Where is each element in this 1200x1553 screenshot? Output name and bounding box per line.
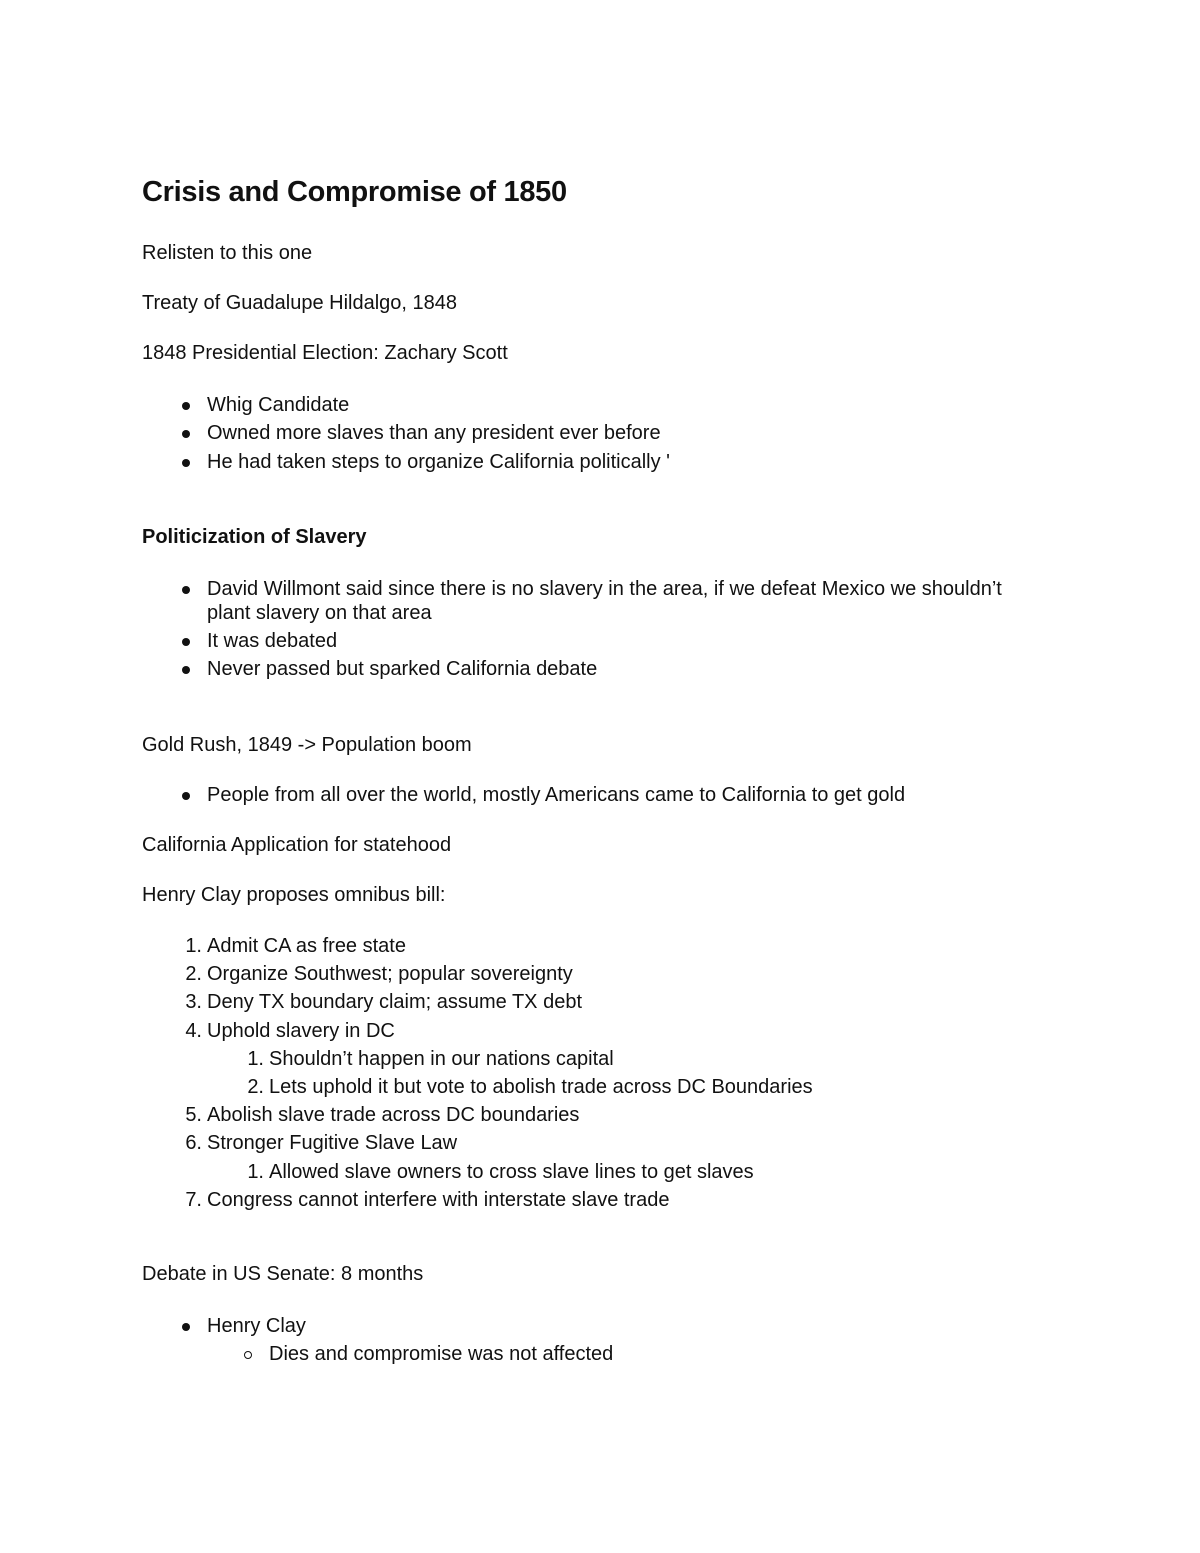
list-item-text: Henry Clay — [207, 1315, 306, 1337]
list-item-text: He had taken steps to organize California politically ' — [207, 451, 670, 473]
bullet-icon — [182, 638, 190, 646]
item-number: 1. — [247, 1161, 264, 1183]
list-item-text: Lets uphold it but vote to abolish trade across DC Boundaries — [269, 1076, 813, 1098]
list-item-text: Never passed but sparked California debate — [207, 658, 598, 680]
item-number: 7. — [185, 1189, 202, 1211]
note-gold-rush: Gold Rush, 1849 -> Population boom — [142, 734, 472, 756]
list-item-text: Stronger Fugitive Slave Law — [207, 1132, 458, 1154]
list-item-text: Deny TX boundary claim; assume TX debt — [207, 991, 582, 1013]
note-senate-debate: Debate in US Senate: 8 months — [142, 1263, 424, 1285]
note-relisten: Relisten to this one — [142, 242, 313, 264]
bullet-icon — [182, 1323, 190, 1331]
note-clay-bill: Henry Clay proposes omnibus bill: — [142, 884, 446, 906]
item-number: 2. — [185, 963, 202, 985]
list-item-text: Allowed slave owners to cross slave lines to get slaves — [269, 1161, 754, 1183]
item-number: 5. — [185, 1104, 202, 1126]
note-california-application: California Application for statehood — [142, 834, 452, 856]
list-item-text: Abolish slave trade across DC boundaries — [207, 1104, 580, 1126]
bullet-icon — [182, 586, 190, 594]
bullet-icon — [182, 459, 190, 467]
list-item-text: David Willmont said since there is no slavery in the area, if we defeat Mexico we shouldn’t plant slavery on that area — [207, 578, 1002, 624]
bullet-icon — [182, 430, 190, 438]
list-item-text: Organize Southwest; popular sovereignty — [207, 963, 573, 985]
list-item-text: People from all over the world, mostly Americans came to California to get gold — [207, 784, 906, 806]
list-item-text: Dies and compromise was not affected — [269, 1343, 614, 1365]
item-number: 4. — [185, 1020, 202, 1042]
list-item-text: Uphold slavery in DC — [207, 1020, 395, 1042]
list-item-text: Congress cannot interfere with interstate slave trade — [207, 1189, 670, 1211]
hollow-bullet-icon — [244, 1351, 252, 1359]
document-title: Crisis and Compromise of 1850 — [142, 176, 567, 208]
item-number: 1. — [185, 935, 202, 957]
bullet-icon — [182, 666, 190, 674]
note-treaty: Treaty of Guadalupe Hildalgo, 1848 — [142, 292, 458, 314]
list-item-text: Admit CA as free state — [207, 935, 406, 957]
list-item-text: Shouldn’t happen in our nations capital — [269, 1048, 614, 1070]
bullet-icon — [182, 792, 190, 800]
item-number: 1. — [247, 1048, 264, 1070]
section-heading-politicization: Politicization of Slavery — [142, 526, 367, 548]
note-election: 1848 Presidential Election: Zachary Scott — [142, 342, 508, 364]
list-item-text: It was debated — [207, 630, 338, 652]
item-number: 6. — [185, 1132, 202, 1154]
bullet-icon — [182, 402, 190, 410]
item-number: 2. — [247, 1076, 264, 1098]
list-item-text: Whig Candidate — [207, 394, 350, 416]
item-number: 3. — [185, 991, 202, 1013]
list-item-text: Owned more slaves than any president ever before — [207, 422, 661, 444]
